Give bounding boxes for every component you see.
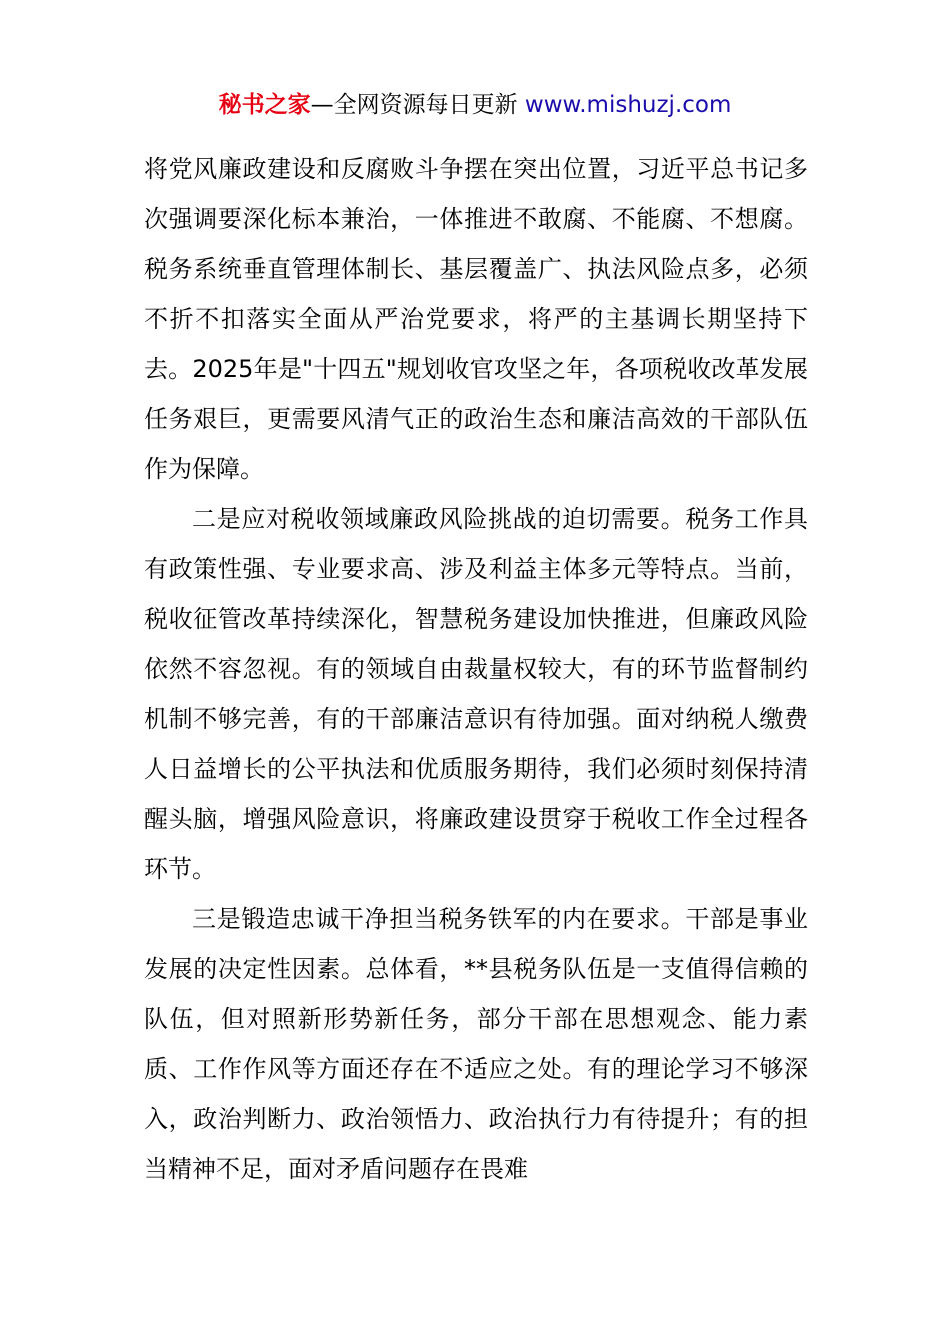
paragraph-continuation: 将党风廉政建设和反腐败斗争摆在突出位置，习近平总书记多次强调要深化标本兼治，一体推进不敢腐、不能腐、不想腐。税务系统垂直管理体制长、基层覆盖广、执法风险点多，必须不折不扣落实全面从严治党要求，将严的主基调长期坚持下去。2025年是"十四五"规划收官攻坚之年，各项税收改革发展任务艰巨，更需要风清气正的政治生态和廉洁高效的干部队伍作为保障。 <box>144 155 808 483</box>
paragraph-point-three: 三是锻造忠诚干净担当税务铁军的内在要求。干部是事业发展的决定性因素。总体看，**县税务队伍是一支值得信赖的队伍，但对照新形势新任务，部分干部在思想观念、能力素质、工作作风等方面还存在不适应之处。有的理论学习不够深入，政治判断力、政治领悟力、政治执行力有待提升；有的担当精神不足，面对矛盾问题存在畏难 <box>144 905 808 1183</box>
document-body <box>144 144 808 1194</box>
site-url-link[interactable]: www.mishuzj.com <box>524 92 732 118</box>
page-header <box>0 88 950 122</box>
site-slogan: —全网资源每日更新 <box>310 92 518 118</box>
paragraph-point-two: 二是应对税收领域廉政风险挑战的迫切需要。税务工作具有政策性强、专业要求高、涉及利益主体多元等特点。当前，税收征管改革持续深化，智慧税务建设加快推进，但廉政风险依然不容忽视。有的领域自由裁量权较大，有的环节监督制约机制不够完善，有的干部廉洁意识有待加强。面对纳税人缴费人日益增长的公平执法和优质服务期待，我们必须时刻保持清醒头脑，增强风险意识，将廉政建设贯穿于税收工作全过程各环节。 <box>144 505 808 883</box>
site-brand: 秘书之家 <box>218 92 311 118</box>
